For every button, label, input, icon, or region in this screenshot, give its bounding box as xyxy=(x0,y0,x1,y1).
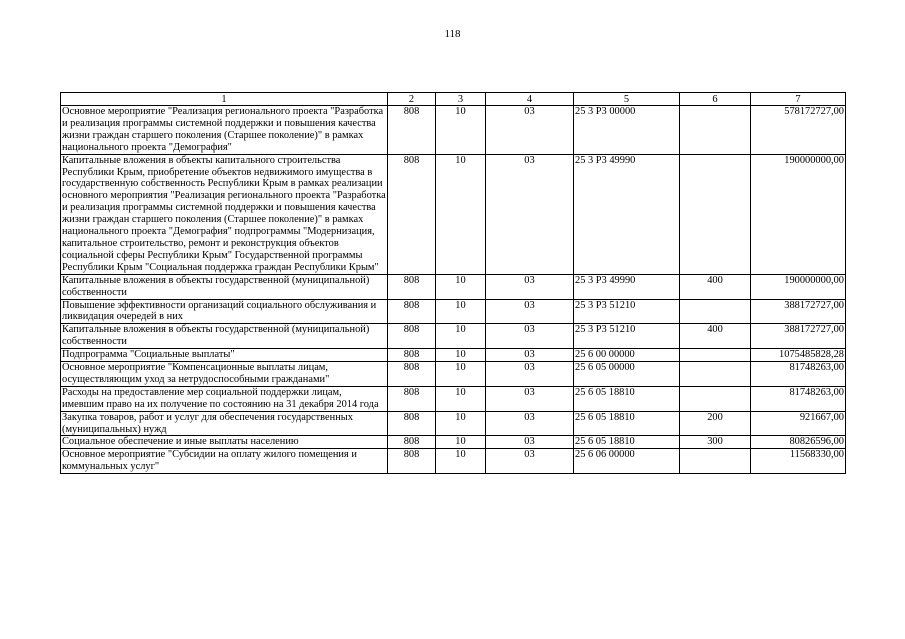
row-ministry-code: 808 xyxy=(388,349,436,362)
row-name: Подпрограмма "Социальные выплаты" xyxy=(61,349,388,362)
table-row xyxy=(61,349,846,362)
row-subsection: 03 xyxy=(486,106,574,155)
row-target-article: 25 3 P3 49990 xyxy=(574,274,680,299)
row-ministry-code: 808 xyxy=(388,299,436,324)
row-amount: 388172727,00 xyxy=(751,324,846,349)
table-row xyxy=(61,154,846,274)
row-expense-type: 200 xyxy=(680,411,751,436)
row-name: Расходы на предоставление мер социальной поддержки лицам, имевшим право на их получение по состоянию на 31 декабря 2014 года xyxy=(61,386,388,411)
row-expense-type xyxy=(680,386,751,411)
row-subsection: 03 xyxy=(486,299,574,324)
row-amount: 81748263,00 xyxy=(751,386,846,411)
row-target-article: 25 6 05 18810 xyxy=(574,386,680,411)
row-target-article: 25 3 P3 51210 xyxy=(574,324,680,349)
table-row xyxy=(61,436,846,449)
row-section: 10 xyxy=(436,436,486,449)
row-subsection: 03 xyxy=(486,274,574,299)
row-section: 10 xyxy=(436,324,486,349)
row-target-article: 25 6 05 18810 xyxy=(574,411,680,436)
row-target-article: 25 6 05 00000 xyxy=(574,362,680,387)
row-name: Повышение эффективности организаций социального обслуживания и ликвидация очередей в них xyxy=(61,299,388,324)
row-amount: 11568330,00 xyxy=(751,449,846,474)
row-name: Социальное обеспечение и иные выплаты населению xyxy=(61,436,388,449)
row-expense-type xyxy=(680,106,751,155)
row-ministry-code: 808 xyxy=(388,274,436,299)
row-target-article: 25 6 06 00000 xyxy=(574,449,680,474)
row-name: Капитальные вложения в объекты государственной (муниципальной) собственности xyxy=(61,274,388,299)
row-expense-type xyxy=(680,362,751,387)
row-name: Основное мероприятие "Реализация регионального проекта "Разработка и реализация программы системной поддержки и повышения качества жизни граждан старшего поколения (Старшее поколение)" в рамках национального проекта "Демография" xyxy=(61,106,388,155)
row-name: Капитальные вложения в объекты государственной (муниципальной) собственности xyxy=(61,324,388,349)
row-name: Капитальные вложения в объекты капитального строительства Республики Крым, приобретение объектов недвижимого имущества в государственную собственность Республики Крым в рамках реализации основного мероприятия "Реализация регионального проекта "Разработка и реализация программы системной поддержки и повышения качества жизни граждан старшего поколения (Старшее поколение)" в рамках национального проекта "Демография" подпрограммы "Модернизация, капитальное строительство, ремонт и реконструкция объектов социальной сферы Республики Крым" Государственной программы Республики Крым "Социальная поддержка граждан Республики Крым" xyxy=(62,154,386,273)
row-target-article: 25 6 00 00000 xyxy=(574,349,680,362)
row-section: 10 xyxy=(436,449,486,474)
column-header: 1 xyxy=(61,93,388,106)
row-amount: 190000000,00 xyxy=(751,274,846,299)
row-amount: 1075485828,28 xyxy=(751,349,846,362)
row-amount: 921667,00 xyxy=(751,411,846,436)
column-header: 6 xyxy=(680,93,751,106)
row-name: Основное мероприятие "Компенсационные выплаты лицам, осуществляющим уход за нетрудоспособными гражданами" xyxy=(61,362,388,387)
column-header: 2 xyxy=(388,93,436,106)
row-ministry-code: 808 xyxy=(388,436,436,449)
table-row xyxy=(61,299,846,324)
row-ministry-code: 808 xyxy=(388,324,436,349)
row-section: 10 xyxy=(436,154,486,274)
table-row xyxy=(61,411,846,436)
table-row xyxy=(61,324,846,349)
row-expense-type: 300 xyxy=(680,436,751,449)
row-target-article: 25 3 P3 49990 xyxy=(574,154,680,274)
row-subsection: 03 xyxy=(486,436,574,449)
table-row xyxy=(61,274,846,299)
row-amount: 190000000,00 xyxy=(751,154,846,274)
row-subsection: 03 xyxy=(486,362,574,387)
table-row xyxy=(61,362,846,387)
column-header: 4 xyxy=(486,93,574,106)
budget-table xyxy=(60,92,846,474)
row-ministry-code: 808 xyxy=(388,154,436,274)
table-row xyxy=(61,106,846,155)
row-expense-type: 400 xyxy=(680,274,751,299)
row-expense-type xyxy=(680,449,751,474)
table-row xyxy=(61,449,846,474)
row-ministry-code: 808 xyxy=(388,449,436,474)
row-ministry-code: 808 xyxy=(388,362,436,387)
row-amount: 388172727,00 xyxy=(751,299,846,324)
row-section: 10 xyxy=(436,299,486,324)
row-section: 10 xyxy=(436,362,486,387)
row-amount: 578172727,00 xyxy=(751,106,846,155)
row-subsection: 03 xyxy=(486,349,574,362)
row-section: 10 xyxy=(436,349,486,362)
row-subsection: 03 xyxy=(486,386,574,411)
row-section: 10 xyxy=(436,274,486,299)
page-number: 118 xyxy=(444,28,461,40)
row-subsection: 03 xyxy=(486,411,574,436)
row-name: Закупка товаров, работ и услуг для обеспечения государственных (муниципальных) нужд xyxy=(61,411,388,436)
row-ministry-code: 808 xyxy=(388,106,436,155)
row-amount: 81748263,00 xyxy=(751,362,846,387)
row-target-article: 25 3 P3 51210 xyxy=(574,299,680,324)
row-expense-type: 400 xyxy=(680,324,751,349)
table-header-row xyxy=(61,93,846,106)
row-ministry-code: 808 xyxy=(388,386,436,411)
row-ministry-code: 808 xyxy=(388,411,436,436)
row-section: 10 xyxy=(436,106,486,155)
row-name: Основное мероприятие "Субсидии на оплату жилого помещения и коммунальных услуг" xyxy=(61,449,388,474)
row-expense-type xyxy=(680,349,751,362)
row-subsection: 03 xyxy=(486,324,574,349)
table-row xyxy=(61,386,846,411)
column-header: 3 xyxy=(436,93,486,106)
row-subsection: 03 xyxy=(486,154,574,274)
row-target-article: 25 3 P3 00000 xyxy=(574,106,680,155)
row-amount: 80826596,00 xyxy=(751,436,846,449)
row-target-article: 25 6 05 18810 xyxy=(574,436,680,449)
row-subsection: 03 xyxy=(486,449,574,474)
column-header: 5 xyxy=(574,93,680,106)
row-section: 10 xyxy=(436,386,486,411)
row-expense-type xyxy=(680,299,751,324)
column-header: 7 xyxy=(751,93,846,106)
row-section: 10 xyxy=(436,411,486,436)
row-expense-type xyxy=(680,154,751,274)
